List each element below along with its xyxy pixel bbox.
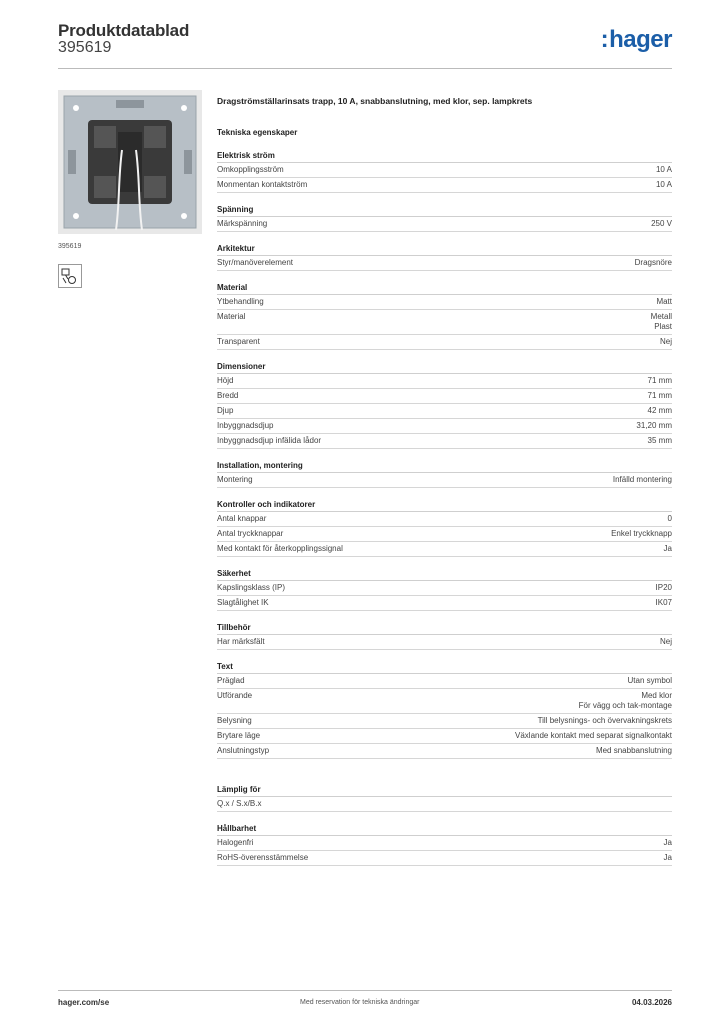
spec-value	[613, 475, 672, 485]
spec-value-line: Plast	[654, 322, 672, 331]
spec-row	[217, 797, 672, 812]
product-title: Dragströmställarinsats trapp, 10 A, snabbanslutning, med klor, sep. lampkrets	[217, 96, 533, 106]
spec-section	[217, 276, 672, 350]
spec-value	[579, 691, 672, 711]
spec-row	[217, 596, 672, 611]
pull-cord-icon	[58, 264, 82, 288]
section-title: Säkerhet	[217, 562, 672, 581]
footer-disclaimer: Med reservation för tekniska ändringar	[300, 999, 420, 1006]
spec-section	[217, 237, 672, 271]
footer-divider	[58, 990, 672, 991]
spec-value	[656, 598, 672, 608]
spec-row	[217, 404, 672, 419]
spec-row	[217, 512, 672, 527]
spec-row	[217, 178, 672, 193]
product-number: 395619	[58, 39, 112, 56]
spec-sections	[217, 144, 672, 866]
section-title: Kontroller och indikatorer	[217, 493, 672, 512]
spec-row	[217, 419, 672, 434]
spec-label: RoHS-överensstämmelse	[217, 853, 309, 862]
spec-label: Ytbehandling	[217, 297, 264, 306]
spec-content	[217, 96, 672, 866]
spec-row	[217, 217, 672, 232]
spec-row	[217, 836, 672, 851]
spec-label: Bredd	[217, 391, 239, 400]
spec-value-line: För vägg och tak-montage	[578, 701, 672, 710]
spec-value	[660, 637, 672, 647]
spec-value	[656, 165, 672, 175]
spec-value	[651, 219, 672, 229]
spec-label: Höjd	[217, 376, 234, 385]
spec-value-line: Dragsnöre	[634, 258, 672, 267]
spec-value-line: Infälld montering	[612, 475, 672, 484]
spec-value	[628, 676, 672, 686]
spec-label: Styr/manöverelement	[217, 258, 294, 267]
image-caption: 395619	[58, 243, 82, 250]
spec-value	[664, 853, 672, 863]
spec-value-line: Växlande kontakt med separat signalkontakt	[515, 731, 672, 740]
spec-section	[217, 562, 672, 611]
spec-row	[217, 542, 672, 557]
section-title: Hållbarhet	[217, 817, 672, 836]
spec-label: Utförande	[217, 691, 253, 700]
spec-value	[648, 436, 672, 446]
spec-label: Djup	[217, 406, 234, 415]
spec-row	[217, 256, 672, 271]
spec-value	[538, 716, 672, 726]
product-image	[58, 90, 202, 234]
spec-value	[648, 376, 672, 386]
spec-row	[217, 295, 672, 310]
header-divider	[58, 68, 672, 69]
spec-row	[217, 689, 672, 714]
spec-label: Montering	[217, 475, 253, 484]
spec-value	[648, 406, 672, 416]
spec-label: Omkopplingsström	[217, 165, 284, 174]
spec-value-line: 10 A	[655, 165, 672, 174]
spec-section	[217, 493, 672, 557]
spec-section	[217, 144, 672, 193]
section-title: Arkitektur	[217, 237, 672, 256]
spec-section	[217, 778, 672, 812]
spec-value-line: Matt	[656, 297, 672, 306]
page-title: Produktdatablad	[58, 21, 190, 40]
spec-value-line: Ja	[663, 838, 672, 847]
spec-value-line: IK07	[655, 598, 672, 607]
spec-value-line: Med snabbanslutning	[595, 746, 672, 755]
spec-value	[611, 529, 672, 539]
spec-label: Har märksfält	[217, 637, 265, 646]
spec-value	[636, 421, 672, 431]
spec-row	[217, 434, 672, 449]
spec-label: Monmentan kontaktström	[217, 180, 308, 189]
spec-section	[217, 616, 672, 650]
spec-label: Inbyggnadsdjup infälida lådor	[217, 436, 322, 445]
spec-value-line: Enkel tryckknapp	[611, 529, 672, 538]
spec-value-line: Ja	[663, 544, 672, 553]
spec-value	[656, 180, 672, 190]
spec-row	[217, 729, 672, 744]
spec-section	[217, 655, 672, 759]
spec-row	[217, 335, 672, 350]
footer-date: 04.03.2026	[631, 998, 672, 1007]
spec-label: Slagtålighet IK	[217, 598, 269, 607]
spec-label: Halogenfri	[217, 838, 254, 847]
spec-label: Q.x / S.x/B.x	[217, 799, 262, 808]
spec-value	[660, 337, 672, 347]
spec-value	[648, 391, 672, 401]
section-title: Lämplig för	[217, 778, 672, 797]
spec-value-line: Ja	[663, 853, 672, 862]
tech-heading: Tekniska egenskaper	[217, 128, 298, 137]
spec-row	[217, 473, 672, 488]
section-title: Material	[217, 276, 672, 295]
spec-value-line: Utan symbol	[627, 676, 672, 685]
spec-value-line: 250 V	[651, 219, 672, 228]
spec-value-line: 35 mm	[647, 436, 672, 445]
section-spacer	[217, 759, 672, 773]
spec-value-line: IP20	[655, 583, 672, 592]
spec-value	[596, 746, 672, 756]
hager-logo[interactable]	[601, 26, 672, 54]
footer-website[interactable]: hager.com/se	[58, 998, 110, 1007]
spec-value-line: Med klor	[641, 691, 672, 700]
spec-value	[668, 514, 672, 524]
spec-value	[635, 258, 672, 268]
spec-value-line: 42 mm	[647, 406, 672, 415]
spec-row	[217, 374, 672, 389]
spec-label: Brytare läge	[217, 731, 261, 740]
spec-row	[217, 310, 672, 335]
spec-label: Kapslingsklass (IP)	[217, 583, 286, 592]
spec-row	[217, 163, 672, 178]
spec-label: Med kontakt för återkopplingssignal	[217, 544, 343, 553]
spec-value-line: Metall	[650, 312, 672, 321]
section-title: Spänning	[217, 198, 672, 217]
spec-value-line: 0	[667, 514, 672, 523]
spec-label: Antal tryckknappar	[217, 529, 284, 538]
spec-value-line: Nej	[659, 637, 672, 646]
logo-colon: :	[600, 26, 609, 53]
spec-label: Transparent	[217, 337, 260, 346]
section-title: Elektrisk ström	[217, 144, 672, 163]
spec-value	[656, 297, 672, 307]
spec-section	[217, 454, 672, 488]
spec-row	[217, 851, 672, 866]
spec-row	[217, 744, 672, 759]
spec-label: Material	[217, 312, 246, 321]
section-title: Tillbehör	[217, 616, 672, 635]
spec-label: Märkspänning	[217, 219, 268, 228]
section-title: Dimensioner	[217, 355, 672, 374]
spec-value-line: Nej	[659, 337, 672, 346]
spec-value	[664, 544, 672, 554]
spec-label: Belysning	[217, 716, 252, 725]
spec-section	[217, 355, 672, 449]
spec-row	[217, 635, 672, 650]
spec-row	[217, 714, 672, 729]
section-title: Installation, montering	[217, 454, 672, 473]
spec-value-line: 71 mm	[647, 376, 672, 385]
spec-row	[217, 581, 672, 596]
spec-section	[217, 817, 672, 866]
spec-value	[515, 731, 672, 741]
spec-label: Inbyggnadsdjup	[217, 421, 274, 430]
logo-text: hager	[609, 26, 672, 53]
spec-row	[217, 674, 672, 689]
spec-label: Anslutningstyp	[217, 746, 270, 755]
spec-value	[651, 312, 672, 332]
spec-value	[656, 583, 672, 593]
section-title: Text	[217, 655, 672, 674]
spec-value-line: Till belysnings- och övervakningskrets	[537, 716, 672, 725]
spec-row	[217, 389, 672, 404]
spec-value-line: 71 mm	[647, 391, 672, 400]
spec-section	[217, 198, 672, 232]
spec-label: Präglad	[217, 676, 245, 685]
spec-label: Antal knappar	[217, 514, 267, 523]
spec-value	[664, 838, 672, 848]
spec-value-line: 10 A	[655, 180, 672, 189]
spec-row	[217, 527, 672, 542]
spec-value-line: 31,20 mm	[636, 421, 672, 430]
